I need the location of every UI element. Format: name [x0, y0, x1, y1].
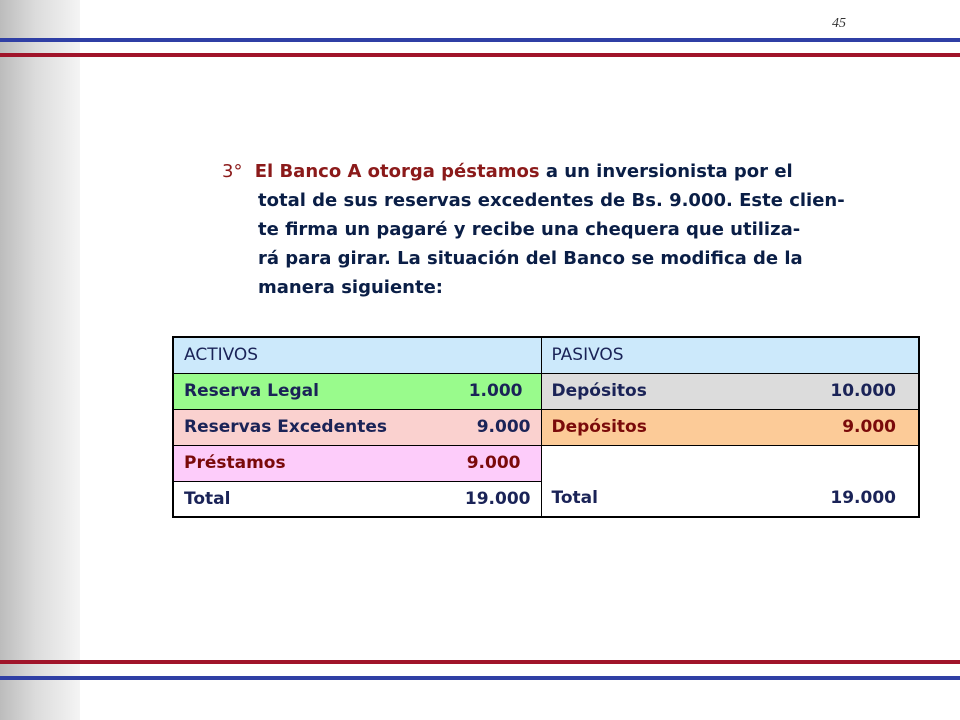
paragraph-line3: te firma un pagaré y recibe una chequera que utiliza- — [258, 219, 801, 240]
assets-total-value: 19.000 — [464, 488, 531, 509]
pasivos-header: PASIVOS — [541, 337, 919, 373]
paragraph-line5: manera siguiente: — [258, 277, 444, 298]
paragraph-line4: rá para girar. La situación del Banco se modifica de la — [258, 248, 803, 269]
left-decorative-bar — [0, 0, 80, 720]
explanation-paragraph — [222, 157, 914, 302]
bottom-blue-rule — [0, 676, 960, 680]
activos-header: ACTIVOS — [173, 337, 541, 373]
paragraph-highlight: El Banco A otorga péstamos — [254, 161, 540, 182]
asset-label: Reservas Excedentes — [184, 417, 388, 437]
table-row — [173, 373, 919, 409]
liability-value: 9.000 — [842, 417, 896, 437]
table-row — [173, 445, 919, 481]
balance-table — [172, 336, 920, 518]
top-red-rule — [0, 53, 960, 57]
page-number: 45 — [832, 16, 846, 31]
assets-total-label: Total — [184, 488, 231, 509]
asset-value: 9.000 — [476, 417, 531, 437]
liability-label: Depósitos — [551, 417, 647, 437]
liabilities-total-value: 19.000 — [830, 488, 896, 508]
bottom-red-rule — [0, 660, 960, 664]
liability-label: Depósitos — [551, 381, 647, 401]
table-header-row — [173, 337, 919, 373]
asset-value: 1.000 — [468, 381, 523, 401]
asset-label: Reserva Legal — [184, 381, 319, 401]
step-number: 3° — [222, 161, 243, 182]
asset-label: Préstamos — [184, 453, 286, 473]
table-row — [173, 409, 919, 445]
top-blue-rule — [0, 38, 960, 42]
liability-value: 10.000 — [830, 381, 896, 401]
paragraph-line2: total de sus reservas excedentes de Bs. 9.000. Este clien- — [258, 190, 845, 211]
asset-value: 9.000 — [466, 453, 521, 473]
paragraph-line1-rest: a un inversionista por el — [545, 161, 793, 182]
liabilities-total-label: Total — [551, 488, 598, 508]
